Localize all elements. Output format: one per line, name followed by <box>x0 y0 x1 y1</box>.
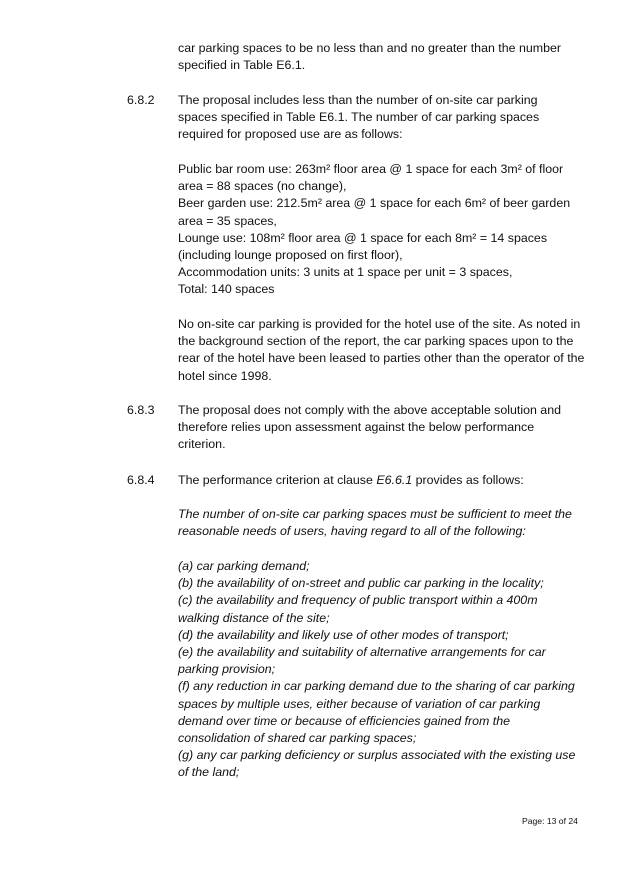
text-line: hotel since 1998. <box>178 368 272 383</box>
text-line: Lounge use: 108m² floor area @ 1 space for each 8m² = 14 spaces <box>178 230 548 245</box>
text-line: spaces specified in Table E6.1. The number of car parking spaces <box>178 110 540 125</box>
text-line: required for proposed use are as follows: <box>178 127 403 142</box>
list-item: demand over time or because of efficiencies gained from the <box>178 713 510 728</box>
list-item: (f) any reduction in car parking demand due to the sharing of car parking <box>178 679 575 694</box>
text-line: therefore relies upon assessment against the below performance <box>178 420 535 435</box>
text-line: area = 88 spaces (no change), <box>178 179 347 194</box>
text-line: rear of the hotel have been leased to parties other than the operator of the <box>178 351 585 366</box>
text-line: Public bar room use: 263m² floor area @ 1 space for each 3m² of floor <box>178 162 564 176</box>
list-item: (d) the availability and likely use of other modes of transport; <box>178 627 509 642</box>
list-item: (e) the availability and suitability of alternative arrangements for car <box>178 645 546 660</box>
list-item: (c) the availability and frequency of public transport within a 400m <box>178 593 538 608</box>
lead-text-after: provides as follows: <box>412 473 524 487</box>
list-item: parking provision; <box>178 662 276 677</box>
text-line: The proposal does not comply with the above acceptable solution and <box>178 403 561 417</box>
section-6-8-3-paragraph <box>178 402 588 454</box>
list-item: (a) car parking demand; <box>178 559 310 573</box>
list-item: of the land; <box>178 765 240 780</box>
section-6-8-2-paragraph <box>178 92 588 144</box>
list-item: (g) any car parking deficiency or surplus associated with the existing use <box>178 748 576 763</box>
list-item: (b) the availability of on-street and public car parking in the locality; <box>178 576 544 591</box>
text-line: The number of on-site car parking spaces must be sufficient to meet the <box>178 507 572 521</box>
text-line: (including lounge proposed on first floor), <box>178 248 403 263</box>
page-number: Page: 13 of 24 <box>522 816 578 826</box>
section-number-6-8-4: 6.8.4 <box>127 473 155 487</box>
text-line: car parking spaces to be no less than and no greater than the number <box>178 41 561 55</box>
text-line: Beer garden use: 212.5m² area @ 1 space for each 6m² of beer garden <box>178 196 571 211</box>
list-item: consolidation of shared car parking spaces; <box>178 731 417 746</box>
list-item: spaces by multiple uses, either because of variation of car parking <box>178 696 541 711</box>
section-6-8-4-lead <box>178 472 588 489</box>
section-number-6-8-2: 6.8.2 <box>127 93 155 107</box>
text-line: the background section of the report, the car parking spaces upon to the <box>178 334 574 349</box>
clause-reference: E6.6.1 <box>376 473 413 487</box>
text-line: criterion. <box>178 437 226 452</box>
list-item: walking distance of the site; <box>178 610 330 625</box>
text-line: specified in Table E6.1. <box>178 58 306 73</box>
criteria-list <box>178 558 588 782</box>
lead-text-before: The performance criterion at clause <box>178 473 377 487</box>
intro-paragraph <box>178 40 588 74</box>
text-line: No on-site car parking is provided for the hotel use of the site. As noted in <box>178 317 581 331</box>
text-line: reasonable needs of users, having regard to all of the following: <box>178 524 526 539</box>
hotel-parking-paragraph <box>178 316 588 385</box>
text-line: The proposal includes less than the number of on-site car parking <box>178 93 538 107</box>
performance-criterion-quote <box>178 506 588 540</box>
text-line: area = 35 spaces, <box>178 213 277 228</box>
parking-uses-list <box>178 161 588 299</box>
text-line: Accommodation units: 3 units at 1 space per unit = 3 spaces, <box>178 265 513 280</box>
text-line <box>178 472 588 489</box>
text-line: Total: 140 spaces <box>178 282 275 297</box>
section-number-6-8-3: 6.8.3 <box>127 403 155 417</box>
